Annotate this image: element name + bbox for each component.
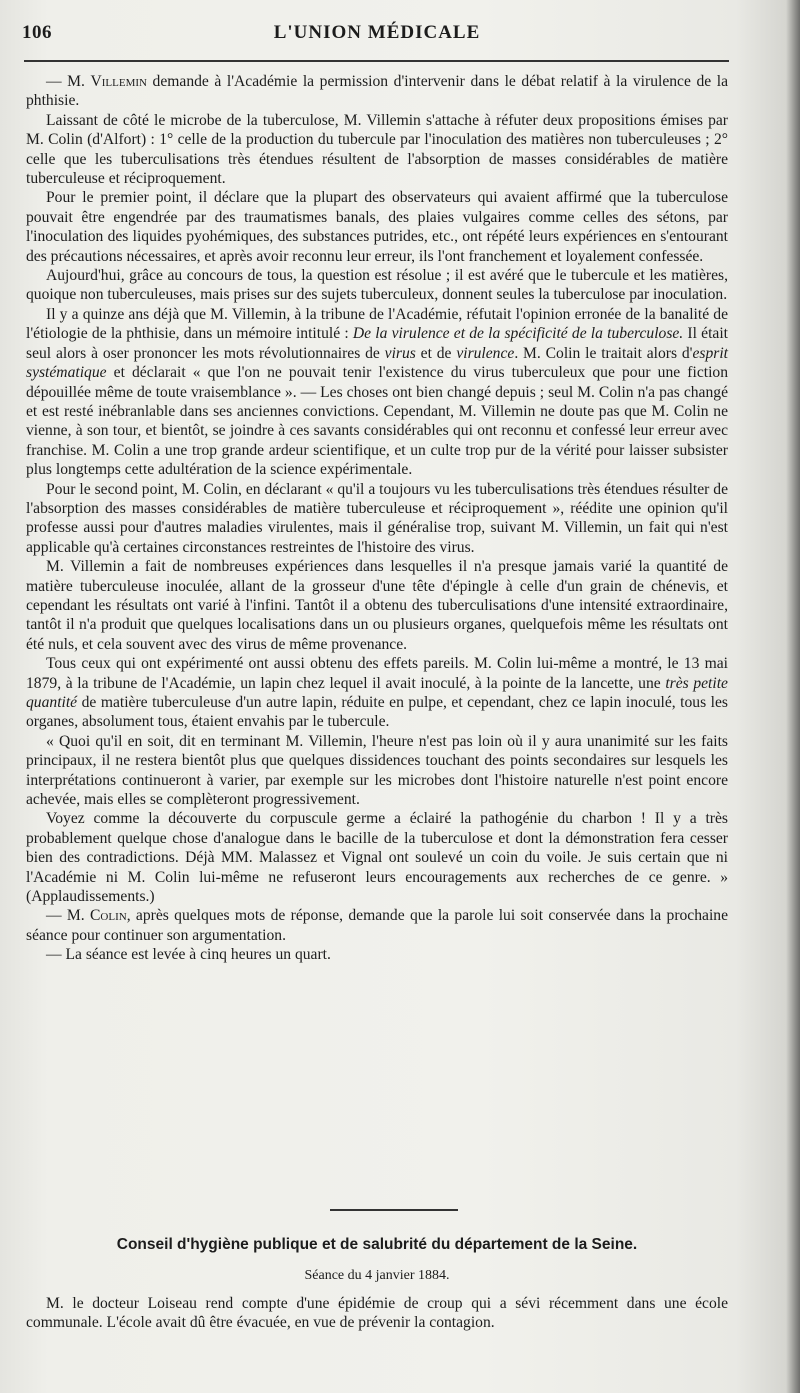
section-heading: Conseil d'hygiène publique et de salubrité du département de la Seine. xyxy=(116,1236,638,1253)
paragraph: M. Villemin a fait de nombreuses expériences dans lesquelles il n'a presque jamais varié la quantité de matière tuberculeuse inoculée, allant de la grosseur d'une tête d'épingle à celle d'un grain de chénevis, et cependant les résultats ont varié à l'infini. Tantôt il a obtenu des tuberculisations d'une intensité extraordinaire, tantôt il n'a produit que quelques localisations dans un ou plusieurs organes, quelquefois même les résultats ont été nuls, et cela souvent avec des virus de même provenance. xyxy=(26,558,728,653)
paragraph: — M. Colin, après quelques mots de réponse, demande que la parole lui soit conservée dans la prochaine séance pour continuer son argumentation. xyxy=(26,907,728,944)
section-divider xyxy=(330,1209,458,1211)
page-number: 106 xyxy=(22,22,52,43)
article-body xyxy=(26,72,728,965)
speaker-name: Colin xyxy=(90,907,127,925)
memoir-title: De la virulence et de la spécificité de la tuberculose. xyxy=(352,325,684,343)
paragraph: Pour le premier point, il déclare que la plupart des observateurs qui avaient affirmé que la tuberculose pouvait être engendrée par des traumatismes banals, des plaies vulgaires comme celles des sétons, par l'inoculation des liquides pyohémiques, des substances putrides, etc., ont répété leurs expériences en s'entourant des précautions nécessaires, et après avoir reconnu leur erreur, ils l'ont franchement et loyalement confessée. xyxy=(26,189,728,265)
paragraph: Il y a quinze ans déjà que M. Villemin, à la tribune de l'Académie, réfutait l'opinion erronée de la banalité de l'étiologie de la phthisie, dans un mémoire intitulé : De la virulence et de la spécificité de la tuberculose. Il était seul alors à oser prononcer les mots révolutionnaires de virus et de virulence. M. Colin le traitait alors d'esprit systématique et déclarait « que l'on ne pouvait tenir l'existence du virus tuberculeux que pour une fiction dépouillée même de toute vraisemblance ». — Les choses ont bien changé depuis ; seul M. Colin n'a pas changé et est resté inébranlable dans ses anciennes convictions. Cependant, M. Villemin ne doute pas que M. Colin ne vienne, à son tour, et bientôt, se joindre à ces savants considérables qui ont reconnu et confessé leur erreur avec franchise. M. Colin a une trop grande ardeur scientifique, et un culte trop pur de la vérité pour laisser subsister plus longtemps cette adultération de la science expérimentale. xyxy=(26,305,728,479)
paragraph: M. le docteur Loiseau rend compte d'une épidémie de croup qui a sévi récemment dans une école communale. L'école avait dû être évacuée, en vue de prévenir la contagion. xyxy=(26,1295,728,1332)
page-edge-shadow xyxy=(786,0,800,1393)
paragraph: « Quoi qu'il en soit, dit en terminant M. Villemin, l'heure n'est pas loin où il y aura unanimité sur les faits principaux, il ne restera bientôt plus que quelques dissidences touchant des points secondaires sur lesquels les interprétations continueront à varier, par exemple sur les microbes dont l'histoire naturelle n'est point encore achevée, mais elles se complèteront progressivement. xyxy=(26,732,728,809)
section-body xyxy=(26,1294,728,1333)
paragraph: Pour le second point, M. Colin, en déclarant « qu'il a toujours vu les tuberculisations très étendues résulter de l'absorption des masses considérables de matière tuberculeuse et réciproquement », réédite une opinion qu'il professe aussi pour d'autres maladies virulentes, mais il généralise trop, suivant M. Villemin, un fait qui n'est applicable qu'à certaines circonstances restreintes de l'histoire des virus. xyxy=(26,480,728,556)
section-date: Séance du 4 janvier 1884. xyxy=(304,1268,450,1283)
paragraph: — M. Villemin demande à l'Académie la permission d'intervenir dans le débat relatif à la virulence de la phthisie. xyxy=(26,73,728,110)
page-header xyxy=(22,22,732,52)
paragraph: Aujourd'hui, grâce au concours de tous, la question est résolue ; il est avéré que le tubercule et les matières, quoique non tuberculeuses, mais prises sur des sujets tuberculeux, donnent seules la tuberculose par inoculation. xyxy=(26,267,728,304)
header-rule xyxy=(24,60,729,62)
paragraph: Voyez comme la découverte du corpuscule germe a éclairé la pathogénie du charbon ! Il y a très probablement quelque chose d'analogue dans le bacille de la tuberculose et dont la démonstration fera cesser bien des contradictions. Déjà MM. Malassez et Vignal ont soulevé un coin du voile. Je suis certain que ni l'Académie ni M. Colin lui-même ne refuseront leurs encouragements aux recherches de ce genre. » (Applaudissements.) xyxy=(26,810,728,906)
paragraph: Laissant de côté le microbe de la tuberculose, M. Villemin s'attache à réfuter deux propositions émises par M. Colin (d'Alfort) : 1° celle de la production du tubercule par l'inoculation des matières non tuberculeuses ; 2° celle que les tuberculisations très étendues résultent de l'absorption de masses considérables de matière tuberculeuse et réciproquement. xyxy=(26,111,728,188)
journal-title: L'UNION MÉDICALE xyxy=(273,22,481,43)
speaker-name: Villemin xyxy=(90,73,147,90)
paragraph: Tous ceux qui ont expérimenté ont aussi obtenu des effets pareils. M. Colin lui-même a montré, le 13 mai 1879, à la tribune de l'Académie, un lapin chez lequel il avait inoculé, à la pointe de la lancette, une très petite quantité de matière tuberculeuse d'un autre lapin, réduite en pulpe, et cependant, chez ce lapin inoculé, tous les organes, absolument tous, étaient envahis par le tubercule. xyxy=(26,655,728,731)
paragraph: — La séance est levée à cinq heures un quart. xyxy=(46,946,331,964)
